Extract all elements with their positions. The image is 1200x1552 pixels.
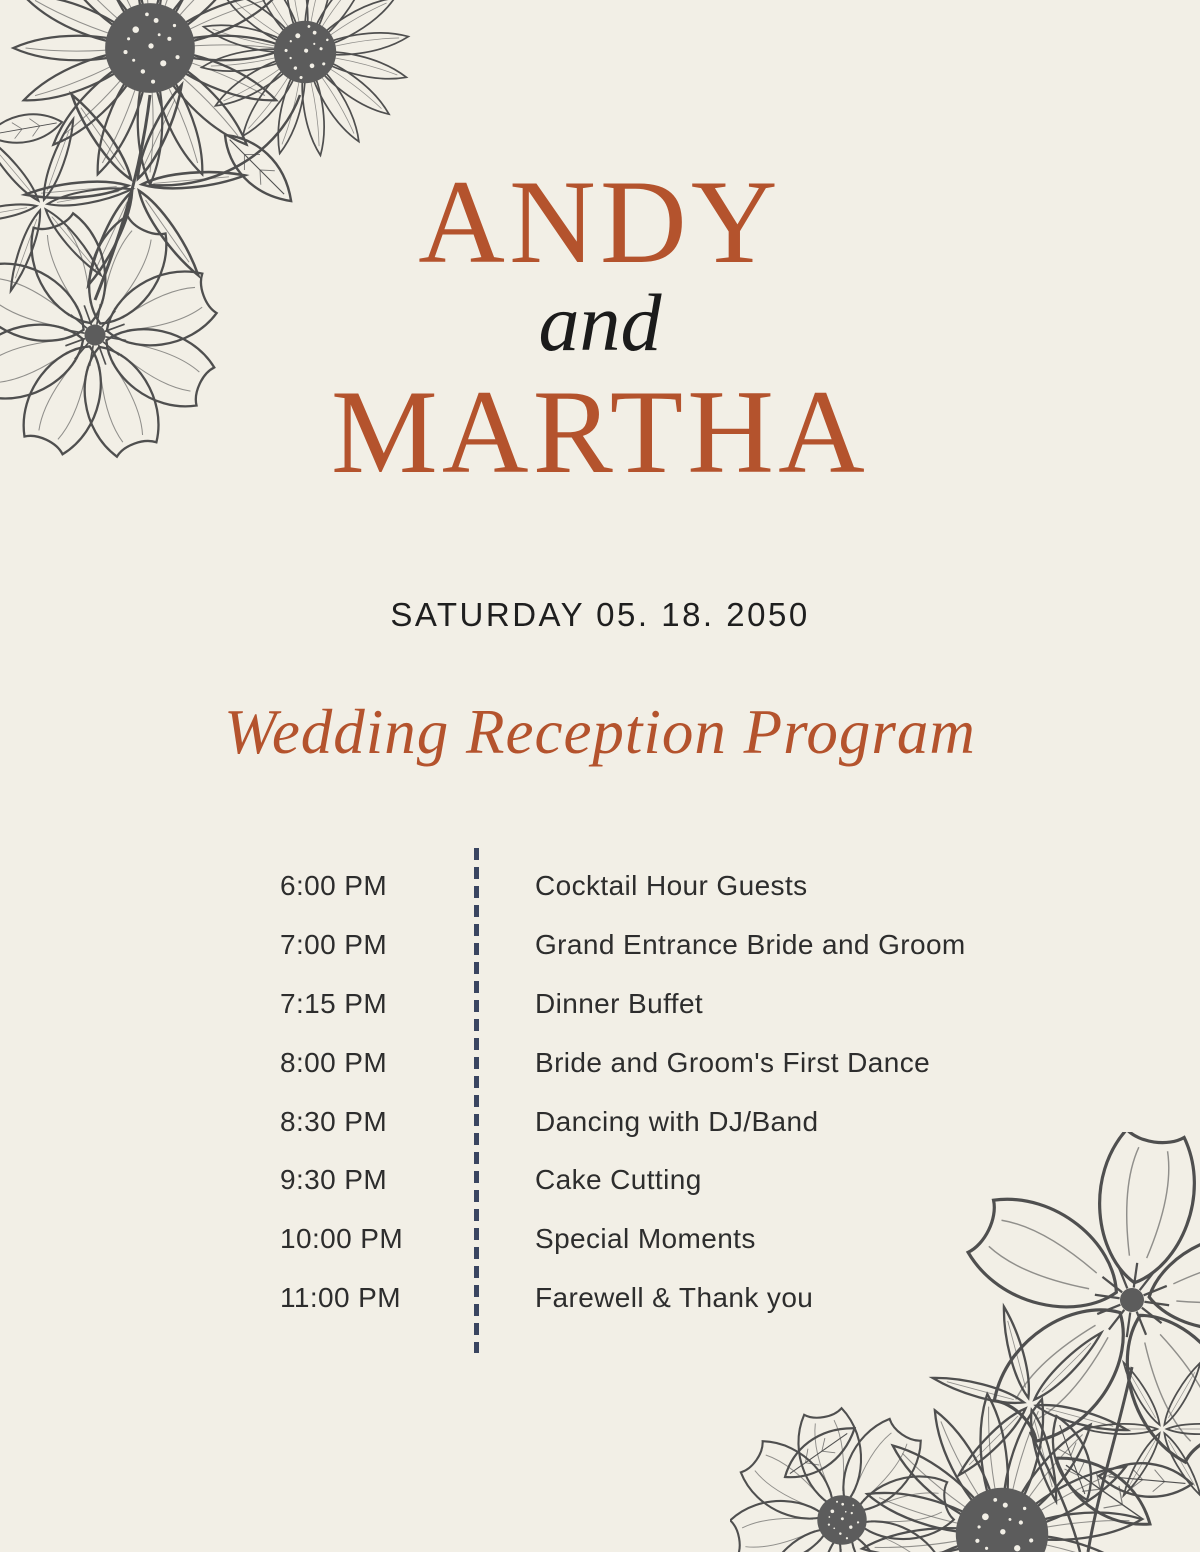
schedule-row bbox=[280, 1269, 1020, 1328]
leaf-icon bbox=[0, 109, 64, 149]
schedule-event: Cocktail Hour Guests bbox=[535, 870, 808, 902]
schedule-time: 8:00 PM bbox=[280, 1046, 388, 1078]
schedule-time: 7:15 PM bbox=[280, 987, 388, 1019]
leaf-icon bbox=[1044, 1442, 1161, 1541]
leaf-icon bbox=[1097, 1459, 1193, 1500]
flower-stem bbox=[1088, 1367, 1132, 1552]
schedule-time: 8:30 PM bbox=[280, 1105, 388, 1137]
bride-name: MARTHA bbox=[330, 365, 869, 498]
schedule bbox=[280, 848, 1020, 1327]
schedule-row bbox=[280, 1210, 1020, 1269]
schedule-divider bbox=[474, 848, 479, 1353]
cosmos-flower-icon bbox=[730, 1392, 970, 1552]
daisy-icon bbox=[13, 0, 286, 185]
program-title: Wedding Reception Program bbox=[224, 697, 976, 767]
daisy-icon bbox=[178, 0, 431, 179]
schedule-time: 7:00 PM bbox=[280, 929, 388, 961]
groom-name: ANDY bbox=[418, 155, 782, 288]
schedule-event: Dinner Buffet bbox=[535, 987, 704, 1019]
star-flower-icon bbox=[1064, 1328, 1200, 1530]
schedule-row bbox=[280, 1033, 1020, 1092]
schedule-row bbox=[280, 916, 1020, 975]
schedule-event: Special Moments bbox=[535, 1223, 756, 1255]
schedule-time: 11:00 PM bbox=[280, 1281, 401, 1313]
schedule-row bbox=[280, 975, 1020, 1034]
schedule-event: Cake Cutting bbox=[535, 1164, 702, 1196]
schedule-event: Dancing with DJ/Band bbox=[535, 1105, 819, 1137]
leaf-icon bbox=[1042, 1411, 1102, 1506]
schedule-time: 6:00 PM bbox=[280, 870, 388, 902]
event-date: SATURDAY 05. 18. 2050 bbox=[390, 596, 810, 633]
schedule-event: Farewell & Thank you bbox=[535, 1281, 814, 1313]
schedule-time: 9:30 PM bbox=[280, 1164, 388, 1196]
schedule-rows bbox=[280, 848, 1020, 1327]
daisy-icon bbox=[847, 1379, 1156, 1552]
names-connector: and bbox=[538, 277, 662, 368]
schedule-event: Grand Entrance Bride and Groom bbox=[535, 929, 966, 961]
leaf-icon bbox=[776, 1416, 863, 1489]
schedule-time: 10:00 PM bbox=[280, 1223, 404, 1255]
schedule-row bbox=[280, 857, 1020, 916]
flower-stem bbox=[1030, 1432, 1080, 1552]
schedule-row bbox=[280, 1092, 1020, 1151]
schedule-row bbox=[280, 1151, 1020, 1210]
schedule-event: Bride and Groom's First Dance bbox=[535, 1046, 931, 1078]
